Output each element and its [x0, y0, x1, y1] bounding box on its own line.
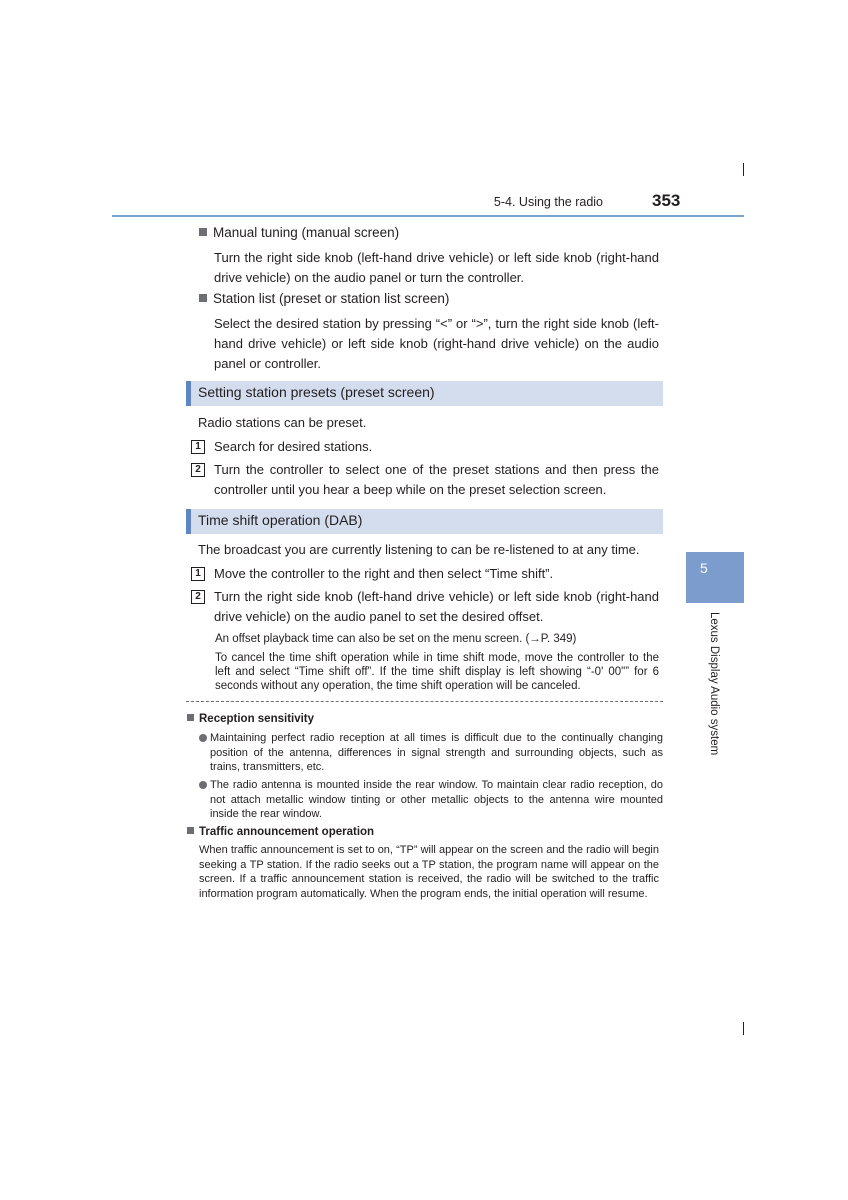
manual-tuning-heading — [199, 225, 399, 240]
crop-mark-bottom — [743, 1022, 744, 1035]
step-text: Move the controller to the right and then select “Time shift”. — [214, 566, 554, 581]
station-list-text: Select the desired station by pressing “<” or “>”, turn the right side knob (left-hand drive vehicle) or left side knob (right-hand drive vehicle) on the audio panel or controller. — [214, 316, 659, 371]
dashed-divider — [186, 701, 663, 702]
traffic-text: When traffic announcement is set to on, “TP” will appear on the screen and the radio will begin seeking a TP station. If the radio seeks out a TP station, the program name will appear on the screen. If a traffic announcement station is received, the radio will be switched to the traffic information program automatically. When the program ends, the initial operation will resume. — [199, 844, 659, 900]
step-text: Search for desired stations. — [214, 439, 373, 454]
presets-section-header — [186, 381, 663, 406]
circle-bullet-icon — [199, 734, 207, 742]
manual-tuning-heading-text: Manual tuning (manual screen) — [213, 225, 400, 240]
step-text: Turn the right side knob (left-hand drive vehicle) or left side knob (right-hand drive vehicle) on the audio panel to set the desired offset. — [214, 589, 659, 624]
reception-bullet-2 — [199, 778, 663, 822]
traffic-heading-text: Traffic announcement operation — [199, 826, 375, 838]
station-list-heading — [199, 291, 449, 306]
header-rule — [112, 215, 744, 217]
bullet-text: The radio antenna is mounted inside the rear window. To maintain clear radio reception, do not attach metallic window tinting or other metallic objects to the antenna wire mounted inside the rear window. — [210, 779, 663, 820]
square-bullet-icon — [187, 714, 194, 721]
step-text: Turn the controller to select one of the preset stations and then press the controller until you hear a beep while on the preset selection screen. — [214, 462, 659, 497]
page-number: 353 — [652, 191, 681, 210]
step-number-box: 1 — [191, 440, 205, 454]
chapter-tab-title: Lexus Display Audio system — [708, 612, 720, 756]
step-number-box: 1 — [191, 567, 205, 581]
time-shift-note-cancel: To cancel the time shift operation while in time shift mode, move the controller to the left and select “Time shift off”. If the time shift display is left showing “-0' 00"” for 6 seconds without any operation, the time shift operation will be canceled. — [215, 652, 659, 692]
traffic-heading — [187, 826, 374, 838]
header-section-title: 5-4. Using the radio — [493, 195, 603, 209]
chapter-tab-number: 5 — [700, 560, 708, 576]
step-number-box: 2 — [191, 463, 205, 477]
chapter-tab — [686, 552, 744, 603]
step-number-box: 2 — [191, 590, 205, 604]
reception-bullet-1 — [199, 731, 663, 775]
time-shift-intro: The broadcast you are currently listening to can be re-listened to at any time. — [198, 542, 640, 557]
circle-bullet-icon — [199, 781, 207, 789]
time-shift-section-title: Time shift operation (DAB) — [198, 512, 363, 528]
reception-heading — [187, 713, 314, 725]
presets-intro: Radio stations can be preset. — [198, 415, 367, 430]
time-shift-section-header — [186, 509, 663, 534]
time-shift-note-menu: An offset playback time can also be set on the menu screen. (→P. 349) — [215, 633, 577, 645]
reception-heading-text: Reception sensitivity — [199, 713, 315, 725]
square-bullet-icon — [199, 228, 207, 236]
presets-section-title: Setting station presets (preset screen) — [198, 384, 435, 400]
crop-mark-top — [743, 163, 744, 176]
square-bullet-icon — [187, 827, 194, 834]
manual-tuning-text: Turn the right side knob (left-hand drive vehicle) or left side knob (right-hand drive vehicle) on the audio panel or turn the controller. — [214, 250, 659, 285]
square-bullet-icon — [199, 294, 207, 302]
bullet-text: Maintaining perfect radio reception at all times is difficult due to the continually changing position of the antenna, differences in signal strength and surrounding objects, such as trains, transmitters, etc. — [210, 732, 663, 773]
station-list-heading-text: Station list (preset or station list screen) — [213, 291, 450, 306]
